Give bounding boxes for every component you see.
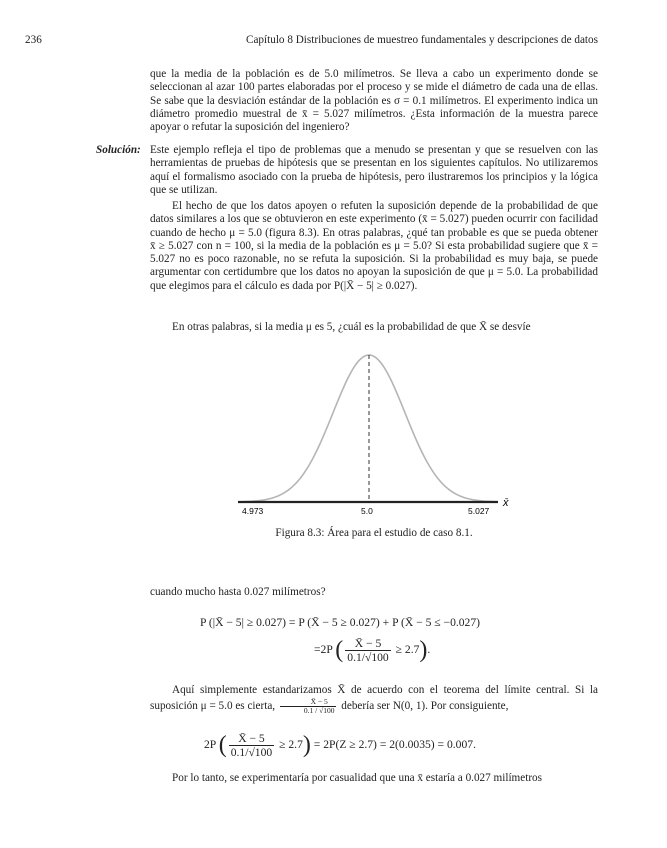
fraction: $\frac{X̄ - 5}{0.1/√100}$ <box>230 732 273 759</box>
tick-label-left: 4.973 <box>242 506 264 516</box>
intro-paragraph: que la media de la población es de 5.0 milímetros. Se lleva a cabo un experimento donde se seleccionan al azar 100 partes elaboradas por el proceso y se mide el diámetro de cada una de ellas. Se sabe que la desviación estándar de la población es σ = 0.1 milímetros. El experimento indica un diámetro promedio muestral de x̄ = 5.027 milímetros. ¿Esta información de la muestra parece apoyar o refutar la suposición del ingeniero? <box>150 68 598 134</box>
inline-fraction: $\frac{X̄ - 5}{0.1 / √100}$ <box>280 698 337 715</box>
normal-curve <box>238 355 498 502</box>
body-paragraph-2: El hecho de que los datos apoyen o refuten la suposición depende de la probabilidad de que datos similares a los que se obtuvieron en este experimento (x̄ = 5.027) pueden ocurrir con facilidad cuando de hecho μ = 5.0 (figura 8.3). En otras palabras, ¿qué tan probable es que se pueda obtener x̄ ≥ 5.027 con n = 100, si la media de la población es μ = 5.0? Si esta probabilidad sugiere que x̄ = 5.027 no es poco razonable, no se refuta la suposición. Si la probabilidad es muy baja, se puede argumentar con certidumbre que los datos no apoyan la suposición de que μ = 5.0. La probabilidad que elegimos para el cálculo es dada por P(|X̄ − 5| ≥ 0.027). <box>150 200 598 292</box>
page-header <box>0 34 667 48</box>
solution-label: Solución: <box>96 144 141 156</box>
equation-2: 2P ( $\frac{X̄ - 5}{0.1/√100}$ ≥ 2.7) = 2P(Z ≥ 2.7) = 2(0.0035) = 0.007. <box>204 732 476 759</box>
equation-1-line-2: =2P ( $\frac{X̄ - 5}{0.1/√100}$ ≥ 2.7). <box>314 637 431 664</box>
fraction: $\frac{X̄ - 5}{0.1/√100}$ <box>347 637 389 664</box>
body-paragraph-3: En otras palabras, si la media μ es 5, ¿cuál es la probabilidad de que X̄ se desvíe <box>172 321 531 333</box>
body-paragraph-4: cuando mucho hasta 0.027 milímetros? <box>150 586 326 598</box>
figure-caption: Figura 8.3: Área para el estudio de caso 8.1. <box>275 527 473 539</box>
axis-variable: x̄ <box>503 497 509 509</box>
tick-label-right: 5.027 <box>468 506 490 516</box>
page-number: 236 <box>25 34 42 46</box>
normal-curve-figure <box>230 350 515 520</box>
chapter-title: Capítulo 8 Distribuciones de muestreo fundamentales y descripciones de datos <box>245 34 598 46</box>
tick-label-center: 5.0 <box>361 506 373 516</box>
equation-1-line-1: P (|X̄ − 5| ≥ 0.027) = P (X̄ − 5 ≥ 0.027) + P (X̄ − 5 ≤ −0.027) <box>200 616 481 629</box>
body-paragraph-5: Aquí simplemente estandarizamos X̄ de acuerdo con el teorema del límite central. Si la suposición μ = 5.0 es cierta, $\frac{X̄ - 5}{0.1 / √100}$ debería ser N(0, 1). Por consiguiente, <box>150 684 598 715</box>
body-paragraph-6: Por lo tanto, se experimentaría por casualidad que una x̄ estaría a 0.027 milímetros <box>172 772 543 784</box>
solution-paragraph: Este ejemplo refleja el tipo de problemas que a menudo se presentan y que se resuelven con las herramientas de pruebas de hipótesis que se presentan en los siguientes capítulos. No utilizaremos aquí el formalismo asociado con la prueba de hipótesis, pero ilustraremos los principios y la lógica que se utilizan. <box>150 144 598 196</box>
